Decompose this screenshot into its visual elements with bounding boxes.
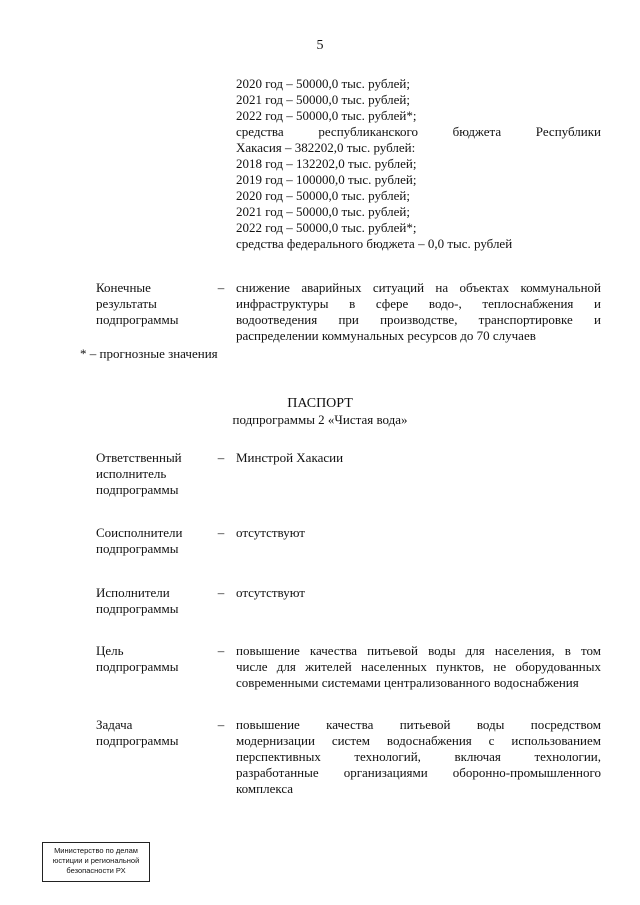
label-line: подпрограммы (96, 312, 179, 327)
text-line: отсутствуют (236, 585, 305, 600)
label-line: результаты (96, 296, 157, 311)
final-results-label (96, 280, 206, 328)
text-line: числе для жителей населенных пунктов, не оборудованных (236, 659, 601, 674)
page-number: 5 (316, 38, 324, 53)
funding-block (236, 76, 601, 252)
text-line: повышение качества питьевой воды посредством (236, 717, 601, 732)
row-dash: – (217, 280, 225, 295)
text-line: перспективных технологий, включая технологии, (236, 749, 601, 764)
label-line: подпрограммы (96, 541, 179, 556)
label-line: Исполнители (96, 585, 170, 600)
task-text (236, 717, 601, 797)
text-line: современными системами централизованного водоснабжения (236, 675, 579, 690)
label-line: Цель (96, 643, 124, 658)
row-dash: – (217, 450, 225, 465)
goal-text (236, 643, 601, 691)
row-dash: – (217, 525, 225, 540)
executors-label (96, 585, 206, 617)
text-line: отсутствуют (236, 525, 305, 540)
responsible-executor-text (236, 450, 601, 466)
funding-line: 2021 год – 50000,0 тыс. рублей; (236, 204, 410, 219)
text-line: комплекса (236, 781, 294, 796)
funding-line: средства республиканского бюджета Республики (236, 124, 601, 139)
funding-line: 2019 год – 100000,0 тыс. рублей; (236, 172, 417, 187)
funding-line: 2020 год – 50000,0 тыс. рублей; (236, 188, 410, 203)
passport-subtitle: подпрограммы 2 «Чистая вода» (232, 412, 408, 427)
text-line: разработанные организациями оборонно-промышленного (236, 765, 601, 780)
text-line: модернизации систем водоснабжения с использованием (236, 733, 601, 748)
executors-text (236, 585, 601, 601)
label-line: Соисполнители (96, 525, 183, 540)
goal-label (96, 643, 206, 675)
co-executors-text (236, 525, 601, 541)
row-dash: – (217, 643, 225, 658)
text-line: водоотведения при производстве, транспортировке и (236, 312, 601, 327)
funding-line: 2018 год – 132202,0 тыс. рублей; (236, 156, 417, 171)
stamp-line: Министерство по делам (54, 846, 138, 855)
funding-line: 2022 год – 50000,0 тыс. рублей*; (236, 108, 417, 123)
text-line: распределении коммунальных ресурсов до 70 случаев (236, 328, 536, 343)
task-label (96, 717, 206, 749)
ministry-stamp (42, 842, 150, 882)
funding-line: 2022 год – 50000,0 тыс. рублей*; (236, 220, 417, 235)
footnote: * – прогнозные значения (80, 346, 218, 361)
funding-line: средства федерального бюджета – 0,0 тыс. рублей (236, 236, 513, 251)
funding-line: Хакасия – 382202,0 тыс. рублей: (236, 140, 416, 155)
stamp-line: безопасности РХ (66, 866, 126, 875)
funding-line: 2020 год – 50000,0 тыс. рублей; (236, 76, 410, 91)
label-line: исполнитель (96, 466, 167, 481)
label-line: Конечные (96, 280, 151, 295)
text-line: повышение качества питьевой воды для населения, в том (236, 643, 601, 658)
label-line: Задача (96, 717, 133, 732)
funding-line: 2021 год – 50000,0 тыс. рублей; (236, 92, 410, 107)
stamp-line: юстиции и региональной (52, 856, 140, 865)
text-line: Минстрой Хакасии (236, 450, 344, 465)
row-dash: – (217, 717, 225, 732)
row-dash: – (217, 585, 225, 600)
label-line: подпрограммы (96, 659, 179, 674)
label-line: подпрограммы (96, 733, 179, 748)
final-results-text (236, 280, 601, 344)
passport-title: ПАСПОРТ (287, 396, 353, 411)
text-line: инфраструктуры в сфере водо-, теплоснабжения и (236, 296, 601, 311)
responsible-executor-label (96, 450, 206, 498)
label-line: Ответственный (96, 450, 182, 465)
label-line: подпрограммы (96, 601, 179, 616)
co-executors-label (96, 525, 206, 557)
text-line: снижение аварийных ситуаций на объектах коммунальной (236, 280, 601, 295)
label-line: подпрограммы (96, 482, 179, 497)
